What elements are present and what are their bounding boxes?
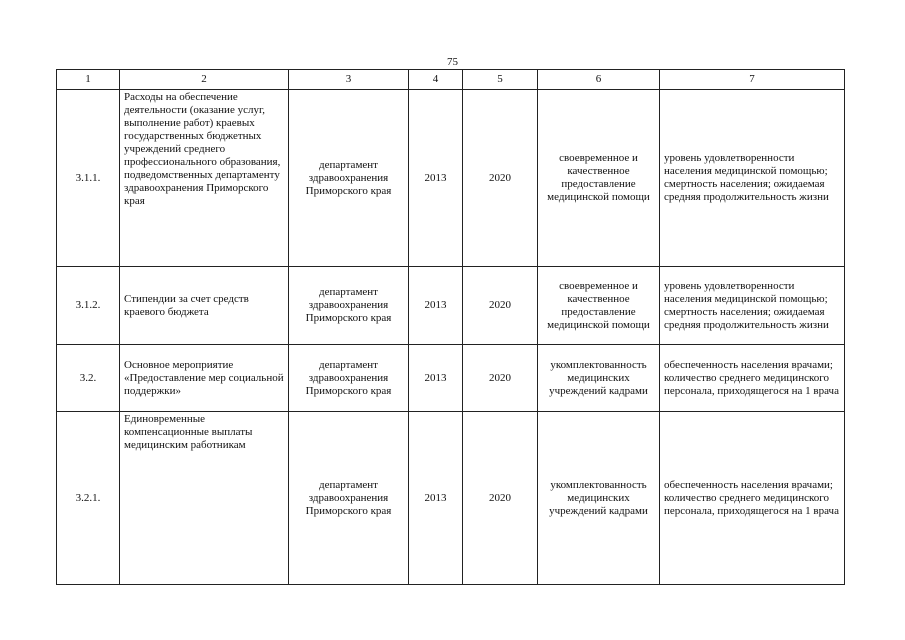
expected-result: укомплектованность медицинских учреждений кадрами: [538, 412, 660, 585]
header-cell: 3: [289, 70, 409, 90]
row-number: 3.1.2.: [57, 267, 120, 345]
executor: департамент здравоохранения Приморского края: [289, 345, 409, 412]
header-row: [57, 70, 845, 90]
measure-name: Стипендии за счет средств краевого бюджета: [120, 267, 289, 345]
header-cell: 4: [409, 70, 463, 90]
header-cell: 6: [538, 70, 660, 90]
end-year: 2020: [463, 267, 538, 345]
table-row: [57, 90, 845, 267]
executor: департамент здравоохранения Приморского края: [289, 412, 409, 585]
start-year: 2013: [409, 412, 463, 585]
row-number: 3.2.1.: [57, 412, 120, 585]
start-year: 2013: [409, 267, 463, 345]
table-row: [57, 345, 845, 412]
indicator: обеспеченность населения врачами; количество среднего медицинского персонала, приходящегося на 1 врача: [660, 412, 845, 585]
start-year: 2013: [409, 345, 463, 412]
expected-result: укомплектованность медицинских учреждений кадрами: [538, 345, 660, 412]
table-row: [57, 267, 845, 345]
end-year: 2020: [463, 412, 538, 585]
expected-result: своевременное и качественное предоставление медицинской помощи: [538, 90, 660, 267]
indicator: уровень удовлетворенности населения медицинской помощью; смертность населения; ожидаемая средняя продолжительность жизни: [660, 267, 845, 345]
program-table: [56, 69, 845, 585]
start-year: 2013: [409, 90, 463, 267]
end-year: 2020: [463, 345, 538, 412]
table-row: [57, 412, 845, 585]
measure-name: Расходы на обеспечение деятельности (оказание услуг, выполнение работ) краевых государственных бюджетных учреждений среднего профессионального образования, подведомственных департаменту здравоохранения Приморского края: [120, 90, 289, 267]
header-cell: 5: [463, 70, 538, 90]
header-cell: 2: [120, 70, 289, 90]
indicator: обеспеченность населения врачами; количество среднего медицинского персонала, приходящегося на 1 врача: [660, 345, 845, 412]
executor: департамент здравоохранения Приморского края: [289, 90, 409, 267]
header-cell: 7: [660, 70, 845, 90]
row-number: 3.1.1.: [57, 90, 120, 267]
row-number: 3.2.: [57, 345, 120, 412]
indicator: уровень удовлетворенности населения медицинской помощью; смертность населения; ожидаемая средняя продолжительность жизни: [660, 90, 845, 267]
end-year: 2020: [463, 90, 538, 267]
expected-result: своевременное и качественное предоставление медицинской помощи: [538, 267, 660, 345]
executor: департамент здравоохранения Приморского края: [289, 267, 409, 345]
measure-name: Единовременные компенсационные выплаты медицинским работникам: [120, 412, 289, 585]
page-number: 75: [447, 56, 458, 68]
header-cell: 1: [57, 70, 120, 90]
measure-name: Основное мероприятие «Предоставление мер социальной поддержки»: [120, 345, 289, 412]
